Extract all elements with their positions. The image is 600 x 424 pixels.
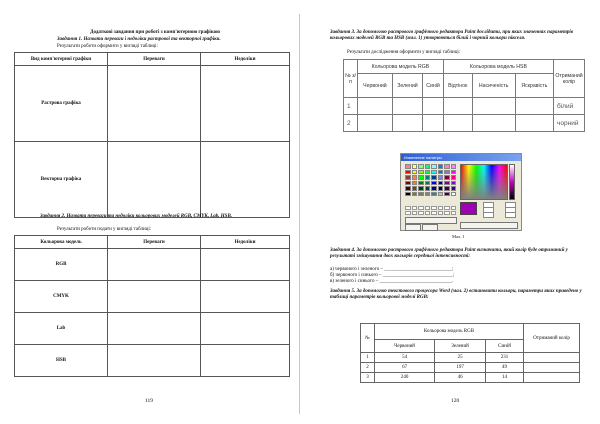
table3-col-blue: Синій bbox=[423, 74, 444, 98]
table-rgb-values bbox=[360, 323, 580, 383]
color-swatch[interactable] bbox=[425, 164, 431, 169]
table4-green: 46 bbox=[435, 373, 486, 383]
table4-red: 54 bbox=[375, 353, 435, 363]
blue-field[interactable] bbox=[505, 212, 516, 218]
color-swatch[interactable] bbox=[418, 186, 424, 191]
color-swatch[interactable] bbox=[405, 170, 411, 175]
luminance-slider[interactable] bbox=[509, 164, 515, 200]
table-cell[interactable] bbox=[423, 115, 444, 132]
color-swatch[interactable] bbox=[431, 175, 437, 180]
table1-header-advantages: Переваги bbox=[108, 53, 201, 66]
color-swatch[interactable] bbox=[412, 186, 418, 191]
table2-header-model: Кольорова модель bbox=[15, 236, 108, 249]
task2-title: Завдання 2. Назвати переваги та недоліки кольорових моделей RGB, CMYK, Lab, HSB. bbox=[40, 214, 233, 219]
table1-header-disadvantages: Недоліки bbox=[201, 53, 290, 66]
color-swatch[interactable] bbox=[418, 164, 424, 169]
selected-color-preview bbox=[460, 202, 477, 215]
figure-caption: Мал. 1 bbox=[452, 234, 465, 239]
color-swatch[interactable] bbox=[405, 181, 411, 186]
table4-blue: 14 bbox=[486, 373, 524, 383]
color-swatch[interactable] bbox=[451, 175, 457, 180]
task4-item-b: б) червоного і синього – ____________________________; bbox=[330, 273, 455, 278]
table3-row-result: білий bbox=[554, 98, 585, 115]
task4-item-c: в) зеленого і синього – _____________________________. bbox=[330, 279, 454, 284]
cancel-button[interactable] bbox=[422, 224, 438, 231]
basic-colors-grid bbox=[405, 164, 457, 196]
table3-header-num: № з/п bbox=[344, 60, 358, 98]
color-swatch[interactable] bbox=[405, 192, 411, 197]
task4-title: Завдання 4. За допомогою растрового графічного редактора Paint визначити, який колір буде отриманий у результаті змішування двох кольорів середньої інтенсивності: bbox=[330, 248, 568, 260]
table1-header-type: Вид комп'ютерної графіки bbox=[15, 53, 108, 66]
table2-row-label: HSB bbox=[15, 345, 108, 377]
table4-header-group: Кольорова модель RGB bbox=[375, 324, 524, 340]
table-cell[interactable] bbox=[108, 249, 201, 281]
task3-title: Завдання 3. За допомогою растрового графічного редактора Paint дослідити, при яких значеннях параметрів кольорових моделей RGB та HSB (мал. 1) утворюються білий і чорний кольори пікселя. bbox=[330, 30, 574, 42]
table3-col-saturation: Насиченість bbox=[472, 74, 515, 98]
color-swatch[interactable] bbox=[444, 186, 450, 191]
color-swatch[interactable] bbox=[431, 181, 437, 186]
table-row bbox=[361, 373, 580, 383]
color-swatch[interactable] bbox=[438, 175, 444, 180]
table-cell[interactable] bbox=[108, 66, 201, 142]
color-swatch[interactable] bbox=[444, 175, 450, 180]
table4-col-blue: Синій bbox=[486, 340, 524, 353]
color-dialog-figure bbox=[400, 153, 522, 231]
color-swatch[interactable] bbox=[412, 170, 418, 175]
color-swatch[interactable] bbox=[412, 192, 418, 197]
color-swatch[interactable] bbox=[444, 170, 450, 175]
table-cell[interactable] bbox=[108, 142, 201, 218]
color-swatch[interactable] bbox=[451, 164, 457, 169]
table2-row-label: Lab bbox=[15, 313, 108, 345]
left-heading: Додаткові завдання при роботі з комп'ютерною графікою bbox=[90, 30, 220, 35]
color-swatch[interactable] bbox=[444, 192, 450, 197]
right-page bbox=[300, 0, 600, 424]
table-cell[interactable] bbox=[358, 98, 393, 115]
table-cell[interactable] bbox=[201, 281, 290, 313]
page-number-right: 120 bbox=[451, 398, 460, 404]
table4-num: 3 bbox=[361, 373, 375, 383]
color-swatch[interactable] bbox=[425, 181, 431, 186]
page-number-left: 119 bbox=[145, 398, 154, 404]
table-cell[interactable] bbox=[423, 98, 444, 115]
table-cell[interactable] bbox=[108, 313, 201, 345]
task1-note: Результати роботи оформити у вигляді таблиці: bbox=[57, 44, 158, 49]
table2-header-advantages: Переваги bbox=[108, 236, 201, 249]
table4-num: 2 bbox=[361, 363, 375, 373]
table4-blue: 231 bbox=[486, 353, 524, 363]
table-cell[interactable] bbox=[358, 115, 393, 132]
table4-blue: 49 bbox=[486, 363, 524, 373]
table3-header-rgb: Кольорова модель RGB bbox=[358, 60, 444, 74]
table-cell[interactable] bbox=[515, 98, 553, 115]
task5-title: Завдання 5. За допомогою текстового процесора Word (мал. 2) встановити кольори, параметри яких приведено у таблиці параметрів кольорової моделі RGB: bbox=[330, 289, 582, 301]
task4-item-a: а) червоного і зеленого – ___________________________; bbox=[330, 267, 454, 272]
table-cell[interactable] bbox=[524, 363, 580, 373]
table2-row-label: RGB bbox=[15, 249, 108, 281]
color-swatch[interactable] bbox=[431, 186, 437, 191]
table-cell[interactable] bbox=[524, 353, 580, 363]
table3-col-hue: Відтінок bbox=[443, 74, 472, 98]
table4-col-red: Червоний bbox=[375, 340, 435, 353]
table-row bbox=[361, 353, 580, 363]
color-swatch[interactable] bbox=[405, 186, 411, 191]
color-swatch[interactable] bbox=[438, 181, 444, 186]
color-swatch[interactable] bbox=[451, 192, 457, 197]
table-cell[interactable] bbox=[472, 98, 515, 115]
table3-row-num: 1 bbox=[344, 98, 358, 115]
table3-col-green: Зелений bbox=[392, 74, 422, 98]
table-graphics-types bbox=[14, 52, 290, 218]
color-swatch[interactable] bbox=[405, 164, 411, 169]
color-swatch[interactable] bbox=[412, 181, 418, 186]
color-swatch[interactable] bbox=[451, 181, 457, 186]
table-cell[interactable] bbox=[472, 115, 515, 132]
table-cell[interactable] bbox=[108, 281, 201, 313]
table3-col-red: Червоний bbox=[358, 74, 393, 98]
table3-row-result: чорний bbox=[554, 115, 585, 132]
table-cell[interactable] bbox=[201, 345, 290, 377]
define-custom-button[interactable] bbox=[405, 217, 457, 224]
color-swatch[interactable] bbox=[444, 181, 450, 186]
table4-header-num: № bbox=[361, 324, 375, 353]
color-swatch[interactable] bbox=[425, 192, 431, 197]
color-swatch[interactable] bbox=[412, 175, 418, 180]
color-swatch[interactable] bbox=[431, 164, 437, 169]
color-swatch[interactable] bbox=[438, 192, 444, 197]
color-swatch[interactable] bbox=[438, 186, 444, 191]
luminance-field[interactable] bbox=[483, 212, 494, 218]
table4-green: 197 bbox=[435, 363, 486, 373]
table4-header-result: Отриманий колір bbox=[524, 324, 580, 353]
color-swatch[interactable] bbox=[451, 186, 457, 191]
color-swatch[interactable] bbox=[425, 175, 431, 180]
color-swatch[interactable] bbox=[425, 170, 431, 175]
color-swatch[interactable] bbox=[451, 170, 457, 175]
table2-row-label: CMYK bbox=[15, 281, 108, 313]
color-swatch[interactable] bbox=[418, 192, 424, 197]
table-cell[interactable] bbox=[201, 142, 290, 218]
table-row bbox=[361, 363, 580, 373]
color-swatch[interactable] bbox=[431, 192, 437, 197]
table-row bbox=[344, 98, 585, 115]
color-swatch[interactable] bbox=[418, 175, 424, 180]
table-cell[interactable] bbox=[515, 115, 553, 132]
color-swatch[interactable] bbox=[418, 170, 424, 175]
table-cell[interactable] bbox=[108, 345, 201, 377]
table4-num: 1 bbox=[361, 353, 375, 363]
table-cell[interactable] bbox=[443, 115, 472, 132]
color-swatch[interactable] bbox=[425, 186, 431, 191]
table-cell[interactable] bbox=[201, 249, 290, 281]
task1-title: Завдання 1. Назвати переваги і недоліки растрової та векторної графіки. bbox=[57, 37, 221, 42]
color-swatch[interactable] bbox=[431, 170, 437, 175]
table3-col-brightness: Яскравість bbox=[515, 74, 553, 98]
color-swatch[interactable] bbox=[438, 170, 444, 175]
task2-note: Результати роботи подати у вигляді таблиці: bbox=[57, 227, 152, 232]
color-swatch[interactable] bbox=[412, 164, 418, 169]
table-row bbox=[344, 115, 585, 132]
add-to-custom-button[interactable] bbox=[460, 222, 518, 229]
table-cell[interactable] bbox=[392, 115, 422, 132]
table1-row-label: Растрова графіка bbox=[15, 66, 108, 142]
table-cell[interactable] bbox=[524, 373, 580, 383]
table4-col-green: Зелений bbox=[435, 340, 486, 353]
color-swatch[interactable] bbox=[405, 175, 411, 180]
color-swatch[interactable] bbox=[418, 181, 424, 186]
table1-row-label: Векторна графіка bbox=[15, 142, 108, 218]
table3-header-result: Отриманий колір bbox=[554, 60, 585, 98]
table-cell[interactable] bbox=[201, 313, 290, 345]
color-swatch[interactable] bbox=[438, 164, 444, 169]
color-spectrum[interactable] bbox=[460, 164, 508, 200]
table-rgb-hsb bbox=[343, 59, 585, 132]
dialog-title-bar: Изменение палитры bbox=[401, 154, 521, 161]
table3-header-hsb: Кольорова модель HSB bbox=[443, 60, 553, 74]
table4-green: 25 bbox=[435, 353, 486, 363]
table-cell[interactable] bbox=[392, 98, 422, 115]
table4-red: 67 bbox=[375, 363, 435, 373]
table4-red: 240 bbox=[375, 373, 435, 383]
color-swatch[interactable] bbox=[444, 164, 450, 169]
custom-colors-grid bbox=[405, 206, 457, 215]
task3-note: Результати дослідження оформити у вигляді таблиці: bbox=[347, 50, 461, 55]
table-color-models bbox=[14, 235, 290, 377]
table-cell[interactable] bbox=[201, 66, 290, 142]
table3-row-num: 2 bbox=[344, 115, 358, 132]
table-cell[interactable] bbox=[443, 98, 472, 115]
ok-button[interactable] bbox=[405, 224, 421, 231]
table2-header-disadvantages: Недоліки bbox=[201, 236, 290, 249]
